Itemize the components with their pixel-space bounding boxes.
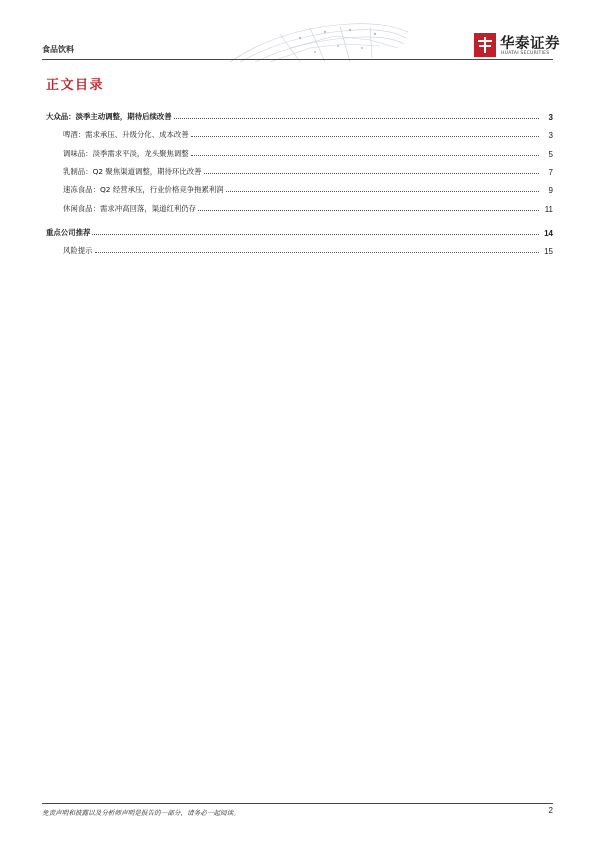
toc-dot-leader [191,136,539,137]
toc-entry-label: 重点公司推荐 [46,228,91,237]
header-section-title: 食品饮料 [42,45,74,54]
toc-entry[interactable] [63,126,553,140]
toc-entry[interactable] [46,224,553,238]
toc-entry[interactable] [63,242,553,256]
toc-entry[interactable] [63,145,553,159]
huatai-logo-mark-icon [474,33,496,57]
toc-dot-leader [174,118,539,119]
toc-entry-label: 大众品：淡季主动调整，期待后续改善 [46,112,172,121]
toc-entry-page: 9 [548,186,553,195]
toc-entry-page: 3 [548,131,553,140]
toc-dot-leader [204,173,539,174]
logo-chinese-name: 华泰证券 [500,36,560,52]
toc-entry-label: 调味品：淡季需求平淡，龙头聚焦调整 [63,149,189,158]
toc-entry-label: 啤酒：需求承压、升级分化、成本改善 [63,130,189,139]
toc-entry-page: 3 [548,113,553,122]
header-divider [42,59,553,60]
toc-entry-label: 速冻食品：Q2 经营承压，行业价格竞争拖累利润 [63,185,224,194]
toc-entry-page: 5 [548,150,553,159]
toc-entry[interactable] [63,181,553,195]
toc-title: 正文目录 [46,78,105,93]
toc-entry[interactable] [63,163,553,177]
toc-entry-page: 11 [544,205,553,214]
toc-entry-page: 7 [548,168,553,177]
logo-english-name: HUATAI SECURITIES [501,51,550,56]
toc-entry[interactable] [46,108,553,122]
toc-dot-leader [226,191,539,192]
toc-entry[interactable] [63,200,553,214]
toc-dot-leader [198,210,539,211]
page-number: 2 [548,806,553,815]
toc-dot-leader [191,155,539,156]
header-decoration-graphic [220,18,410,64]
toc-entry-label: 休闲食品：需求冲高回落，渠道红利仍存 [63,204,197,213]
toc-entry-label: 风险提示 [63,246,93,255]
toc-entry-page: 15 [544,247,553,256]
toc-entry-page: 14 [544,229,553,238]
footer-disclaimer: 免责声明和披露以及分析师声明是报告的一部分，请务必一起阅读。 [42,809,240,817]
footer-divider [42,803,553,804]
huatai-logo [474,32,564,60]
toc-dot-leader [92,234,539,235]
toc-dot-leader [95,252,539,253]
toc-entry-label: 乳制品：Q2 聚焦渠道调整，期待环比改善 [63,167,202,176]
